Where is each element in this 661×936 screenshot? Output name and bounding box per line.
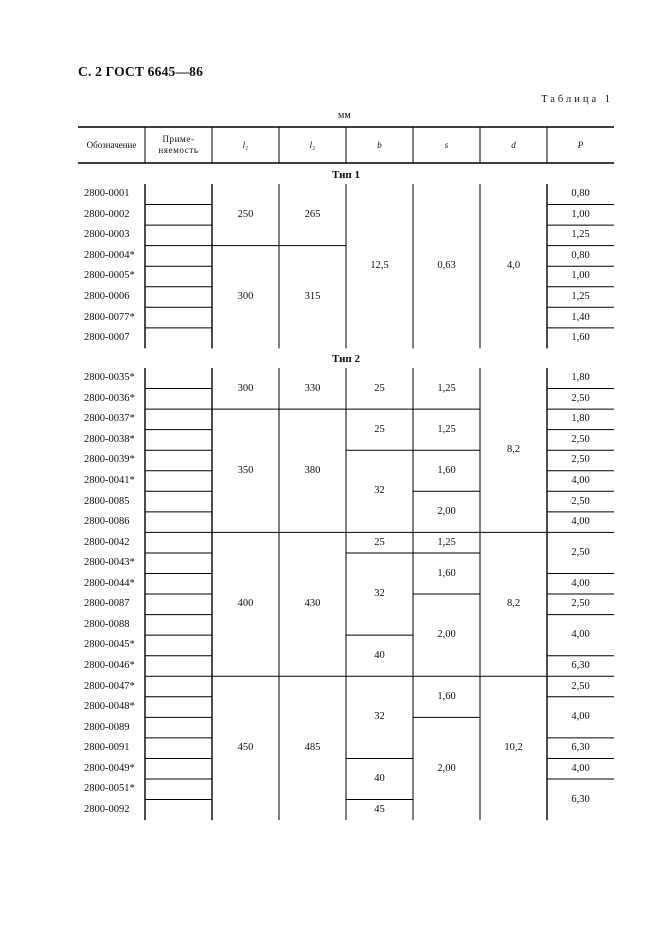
cell-P-250m: 2,50 <box>571 546 590 558</box>
row-designation: 2800-0092 <box>84 803 130 815</box>
page-header: С. 2 ГОСТ 6645—86 <box>78 64 204 79</box>
row-designation: 2800-0085 <box>84 495 130 507</box>
cell-l1-450: 450 <box>237 742 254 754</box>
cell-P: 1,00 <box>571 208 590 220</box>
cell-P-250n: 2,50 <box>571 598 590 610</box>
cell-P: 4,00 <box>571 475 590 487</box>
cell-l2-265: 265 <box>304 208 321 220</box>
cell-P-400c: 4,00 <box>571 711 590 723</box>
cell-b-40a: 40 <box>374 649 385 661</box>
row-designation: 2800-0091 <box>84 742 130 754</box>
row-designation: 2800-0036* <box>84 392 135 404</box>
row-designation: 2800-0005* <box>84 270 135 282</box>
cell-b-25a: 25 <box>374 382 385 394</box>
cell-P: 2,50 <box>571 433 590 445</box>
row-designation: 2800-0045* <box>84 639 135 651</box>
cell-P-630b: 6,30 <box>571 742 590 754</box>
cell-l1-300b: 300 <box>237 382 254 394</box>
cell-d-102: 10,2 <box>504 742 523 754</box>
cell-l1-250: 250 <box>237 208 254 220</box>
row-designation: 2800-0001 <box>84 188 130 200</box>
col-header-d: d <box>511 140 516 150</box>
row-designation: 2800-0077* <box>84 311 135 323</box>
row-designation: 2800-0086 <box>84 516 130 528</box>
row-designation: 2800-0087 <box>84 598 130 610</box>
cell-s-063: 0,63 <box>437 260 456 272</box>
cell-d-82b: 8,2 <box>506 598 521 610</box>
cell-l2-485: 485 <box>304 742 321 754</box>
row-designation: 2800-0042 <box>84 536 130 548</box>
row-designation: 2800-0035* <box>84 372 135 384</box>
group-title-type2: Тип 2 <box>332 353 360 365</box>
cell-P: 2,50 <box>571 392 590 404</box>
col-header-s: s <box>444 140 449 150</box>
cell-l1-400: 400 <box>237 598 254 610</box>
row-designation: 2800-0051* <box>84 783 135 795</box>
cell-P: 1,80 <box>571 413 590 425</box>
row-designation: 2800-0048* <box>84 701 135 713</box>
cell-P: 2,50 <box>571 495 590 507</box>
row-designation: 2800-0046* <box>84 659 135 671</box>
cell-b-32b: 32 <box>374 588 385 600</box>
cell-d-82a: 8,2 <box>506 444 521 456</box>
group-title-type1: Тип 1 <box>332 169 360 181</box>
cell-b-32c: 32 <box>374 711 385 723</box>
col-header-b: b <box>377 140 382 150</box>
cell-s-125a: 1,25 <box>437 382 456 394</box>
cell-s-160a: 1,60 <box>437 464 456 476</box>
cell-P: 0,80 <box>571 249 590 261</box>
row-designation: 2800-0047* <box>84 680 135 692</box>
cell-l1-300a: 300 <box>237 291 254 303</box>
cell-P-400b: 4,00 <box>571 629 590 641</box>
row-designation: 2800-0039* <box>84 454 135 466</box>
cell-b-45: 45 <box>374 803 385 815</box>
row-designation: 2800-0006 <box>84 291 130 303</box>
cell-b-25b: 25 <box>374 423 385 435</box>
col-header-l2: l₂ <box>309 140 316 150</box>
row-designation: 2800-0044* <box>84 577 135 589</box>
cell-b-25c: 25 <box>374 536 385 548</box>
cell-b-32a: 32 <box>374 485 385 497</box>
cell-P: 0,80 <box>571 188 590 200</box>
row-designation: 2800-0003 <box>84 229 130 241</box>
cell-P: 1,25 <box>571 291 590 303</box>
row-designation: 2800-0041* <box>84 475 135 487</box>
cell-P: 1,80 <box>571 372 590 384</box>
cell-s-125c: 1,25 <box>437 536 456 548</box>
cell-P-400a: 4,00 <box>571 577 590 589</box>
cell-P-400d: 4,00 <box>571 762 590 774</box>
cell-s-160b: 1,60 <box>437 567 456 579</box>
row-designation: 2800-0037* <box>84 413 135 425</box>
cell-b-125: 12,5 <box>370 260 389 272</box>
cell-l2-315: 315 <box>304 291 321 303</box>
cell-s-200b: 2,00 <box>437 629 456 641</box>
row-designation: 2800-0004* <box>84 249 135 261</box>
cell-b-40b: 40 <box>374 773 385 784</box>
row-designation: 2800-0002 <box>84 208 130 220</box>
cell-P: 1,00 <box>571 270 590 282</box>
row-designation: 2800-0088 <box>84 618 130 630</box>
cell-d-40: 4,0 <box>506 260 521 272</box>
col-header-applicability: Приме- няемость <box>158 134 199 155</box>
cell-s-160c: 1,60 <box>437 690 456 702</box>
cell-P: 4,00 <box>571 516 590 528</box>
col-header-P: P <box>577 140 584 150</box>
cell-l2-380: 380 <box>304 464 321 476</box>
row-designation: 2800-0007 <box>84 332 130 344</box>
table-caption: Таблица 1 <box>541 94 613 105</box>
cell-s-200a: 2,00 <box>437 505 456 517</box>
cell-P-250p: 2,50 <box>571 680 590 692</box>
cell-P: 1,40 <box>571 311 590 323</box>
cell-P: 1,60 <box>571 332 590 344</box>
row-designation: 2800-0043* <box>84 557 135 569</box>
cell-l2-430: 430 <box>304 598 321 610</box>
cell-P-630c: 6,30 <box>571 793 590 805</box>
col-header-l1: l₁ <box>242 140 249 150</box>
cell-l1-350: 350 <box>237 464 254 476</box>
units-label: мм <box>338 110 351 121</box>
cell-P: 1,25 <box>571 229 590 241</box>
row-designation: 2800-0038* <box>84 433 135 445</box>
cell-s-200c: 2,00 <box>437 762 456 774</box>
cell-s-125b: 1,25 <box>437 423 456 435</box>
cell-P-630a: 6,30 <box>571 659 590 671</box>
cell-l2-330: 330 <box>304 382 321 394</box>
row-designation: 2800-0089 <box>84 721 130 733</box>
cell-P: 2,50 <box>571 454 590 466</box>
col-header-designation: Обозначение <box>86 140 137 150</box>
row-designation: 2800-0049* <box>84 762 135 774</box>
